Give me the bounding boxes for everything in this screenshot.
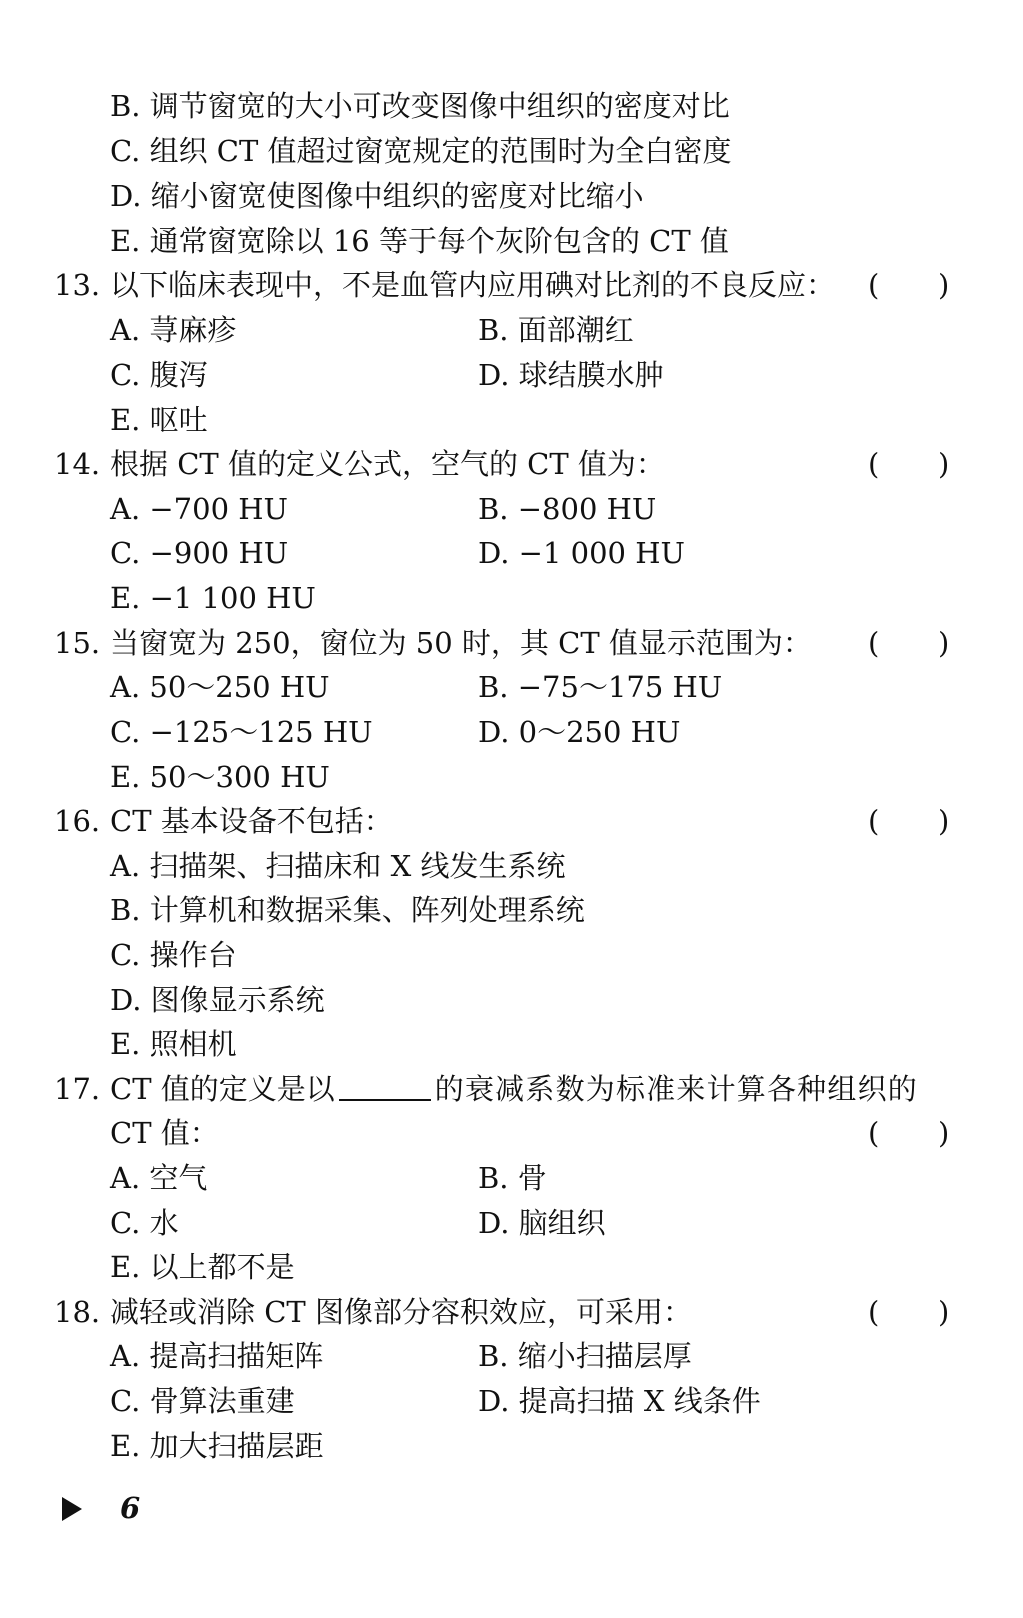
- paren-open: (: [868, 447, 880, 481]
- q18-option-b: B. 缩小扫描层厚: [478, 1339, 692, 1373]
- q13-answer-paren: [868, 265, 958, 305]
- q16-option-a: A. 扫描架、扫描床和 X 线发生系统: [110, 849, 566, 883]
- q14-number: 14.: [54, 447, 101, 481]
- paren-open: (: [868, 1295, 880, 1329]
- q18-answer-paren: [868, 1292, 958, 1332]
- paren-open: (: [868, 268, 880, 302]
- q15-option-a: A. 50～250 HU: [110, 670, 330, 704]
- q14-option-c: C. −900 HU: [110, 536, 289, 570]
- q16-option-d: D. 图像显示系统: [110, 983, 325, 1017]
- q16-option-b: B. 计算机和数据采集、阵列处理系统: [110, 893, 585, 927]
- q17-stem-line2: CT 值：: [110, 1116, 219, 1150]
- q18-option-d: D. 提高扫描 X 线条件: [478, 1384, 761, 1418]
- q15-option-e: E. 50～300 HU: [110, 760, 330, 794]
- q18-option-e: E. 加大扫描层距: [110, 1429, 324, 1463]
- paren-close: ): [938, 447, 950, 481]
- q17-option-a: A. 空气: [110, 1161, 208, 1195]
- q13-stem: 以下临床表现中，不是血管内应用碘对比剂的不良反应：: [110, 268, 836, 302]
- q15-answer-paren: [868, 623, 958, 663]
- q17-option-e: E. 以上都不是: [110, 1250, 295, 1284]
- q16-option-c: C. 操作台: [110, 938, 237, 972]
- q13-option-a: A. 荨麻疹: [110, 313, 237, 347]
- q15-number: 15.: [54, 626, 101, 660]
- q15-stem: 当窗宽为 250，窗位为 50 时，其 CT 值显示范围为：: [110, 626, 812, 660]
- paren-close: ): [938, 1295, 950, 1329]
- q17-option-b: B. 骨: [478, 1161, 547, 1195]
- q18-stem: 减轻或消除 CT 图像部分容积效应，可采用：: [110, 1295, 692, 1329]
- q14-option-a: A. −700 HU: [110, 492, 288, 526]
- q17-number: 17.: [54, 1072, 101, 1106]
- triangle-right-icon: [62, 1497, 82, 1521]
- q16-number: 16.: [54, 804, 101, 838]
- paren-open: (: [868, 804, 880, 838]
- q14-stem: 根据 CT 值的定义公式，空气的 CT 值为：: [110, 447, 665, 481]
- q18-option-c: C. 骨算法重建: [110, 1384, 295, 1418]
- q14-answer-paren: [868, 444, 958, 484]
- q17-stem: [110, 1069, 918, 1109]
- q12-option-b: B. 调节窗宽的大小可改变图像中组织的密度对比: [110, 89, 730, 123]
- q13-option-d: D. 球结膜水肿: [478, 358, 664, 392]
- q13-option-c: C. 腹泻: [110, 358, 208, 392]
- paren-close: ): [938, 804, 950, 838]
- q14-option-e: E. −1 100 HU: [110, 581, 316, 615]
- q18-option-a: A. 提高扫描矩阵: [110, 1339, 324, 1373]
- paren-open: (: [868, 1116, 880, 1150]
- q14-option-d: D. −1 000 HU: [478, 536, 685, 570]
- q16-answer-paren: [868, 801, 958, 841]
- paren-close: ): [938, 1116, 950, 1150]
- q15-option-b: B. −75～175 HU: [478, 670, 723, 704]
- q17-answer-paren: [868, 1113, 958, 1153]
- q12-option-e: E. 通常窗宽除以 16 等于每个灰阶包含的 CT 值: [110, 224, 729, 258]
- q17-option-c: C. 水: [110, 1206, 179, 1240]
- q16-stem: CT 基本设备不包括：: [110, 804, 393, 838]
- q13-option-e: E. 呕吐: [110, 403, 208, 437]
- paren-open: (: [868, 626, 880, 660]
- paren-close: ): [938, 626, 950, 660]
- q15-option-d: D. 0～250 HU: [478, 715, 681, 749]
- q14-option-b: B. −800 HU: [478, 492, 657, 526]
- q13-number: 13.: [54, 268, 101, 302]
- q16-option-e: E. 照相机: [110, 1027, 237, 1061]
- q17-stem-after: 的衰减系数为标准来计算各种组织的: [434, 1072, 918, 1106]
- page-number: 6: [120, 1491, 141, 1525]
- q17-stem-before: CT 值的定义是以: [110, 1072, 335, 1106]
- q12-option-c: C. 组织 CT 值超过窗宽规定的范围时为全白密度: [110, 134, 732, 168]
- q13-option-b: B. 面部潮红: [478, 313, 634, 347]
- paren-close: ): [938, 268, 950, 302]
- fill-in-blank: [339, 1071, 431, 1101]
- q15-option-c: C. −125～125 HU: [110, 715, 373, 749]
- q18-number: 18.: [54, 1295, 101, 1329]
- q17-option-d: D. 脑组织: [478, 1206, 606, 1240]
- q12-option-d: D. 缩小窗宽使图像中组织的密度对比缩小: [110, 179, 644, 213]
